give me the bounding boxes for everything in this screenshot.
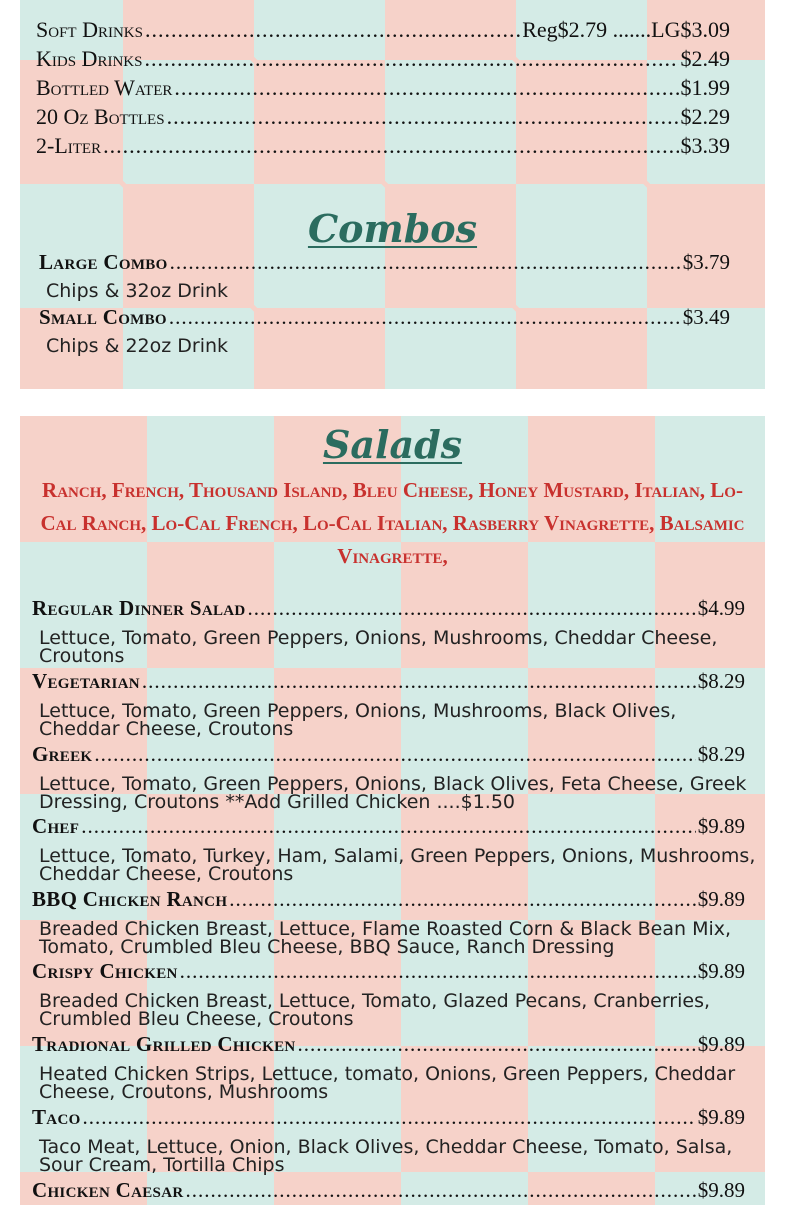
dot-leader [185, 1178, 695, 1203]
item-description: Breaded Chicken Breast, Lettuce, Tomato, Glazed Pecans, Cranberries, Crumbled Bleu Cheese, Croutons [39, 990, 711, 1030]
item-price: $9.89 [697, 1105, 745, 1129]
item-description: Heated Chicken Strips, Lettuce, tomato, Onions, Green Peppers, Cheddar Cheese, Croutons, Mushrooms [39, 1063, 736, 1103]
menu-item-20oz-bottles [20, 104, 765, 130]
item-name: BBQ Chicken Ranch [32, 887, 228, 911]
item-name: Tradional Grilled Chicken [32, 1032, 296, 1056]
menu-item-regular-dinner-salad [20, 596, 765, 621]
item-description: Chips & 32oz Drink [46, 280, 229, 302]
menu-item-bbq-chicken-ranch [20, 887, 765, 912]
dot-leader [94, 742, 695, 767]
item-description: Lettuce, Tomato, Green Peppers, Onions, Mushrooms, Black Olives, Cheddar Cheese, Croutons [39, 700, 677, 740]
item-name: Small Combo [39, 305, 167, 329]
menu-item-soft-drinks [20, 17, 765, 43]
dot-leader [248, 596, 696, 621]
item-price: $2.29 [680, 104, 730, 129]
item-price: $1.99 [680, 75, 730, 100]
item-price: $4.99 [697, 596, 745, 620]
item-name: Chicken Caesar [32, 1178, 184, 1202]
dot-leader [174, 75, 678, 101]
drinks-panel [20, 0, 765, 389]
item-description: Lettuce, Tomato, Turkey, Ham, Salami, Green Peppers, Onions, Mushrooms, Cheddar Cheese, Croutons [39, 845, 756, 885]
item-description: Chips & 22oz Drink [46, 335, 229, 357]
item-price: $2.49 [680, 46, 730, 71]
item-price: $8.29 [697, 742, 745, 766]
item-price: Reg$2.79 .......LG$3.09 [522, 17, 730, 42]
dot-leader [169, 305, 681, 330]
dressing-options: Ranch, French, Thousand Island, Bleu Cheese, Honey Mustard, Italian, Lo-Cal Ranch, Lo-Cal French, Lo-Cal Italian, Rasberry Vinagrette, Balsamic Vinagrette, [40, 478, 745, 568]
item-price: $9.89 [697, 1032, 745, 1056]
dot-leader [83, 1105, 696, 1130]
item-name: Greek [32, 742, 93, 766]
item-price: $9.89 [697, 959, 745, 983]
item-name: Taco [32, 1105, 81, 1129]
item-name: Soft Drinks [36, 17, 143, 42]
item-description: Taco Meat, Lettuce, Onion, Black Olives, Cheddar Cheese, Tomato, Salsa, Sour Cream, Tortilla Chips [39, 1136, 733, 1176]
menu-item-greek [20, 742, 765, 767]
menu-item-crispy-chicken [20, 959, 765, 984]
dot-leader [145, 17, 520, 43]
item-price: $3.79 [682, 250, 730, 274]
menu-item-taco [20, 1105, 765, 1130]
item-name: Chef [32, 814, 80, 838]
menu-item-2-liter [20, 133, 765, 159]
item-name: 2-Liter [36, 133, 102, 158]
dot-leader [229, 887, 695, 912]
menu-item-large-combo [20, 250, 765, 275]
item-name: Crispy Chicken [32, 959, 178, 983]
dot-leader [180, 959, 696, 984]
menu-item-small-combo [20, 305, 765, 330]
menu-item-chicken-caesar [20, 1178, 765, 1203]
item-name: Large Combo [39, 250, 168, 274]
item-description: Lettuce, Tomato, Green Peppers, Onions, Black Olives, Feta Cheese, Greek Dressing, Croutons **Add Grilled Chicken ....$1.50 [39, 773, 747, 813]
item-name: Bottled Water [36, 75, 173, 100]
item-name: Vegetarian [32, 669, 140, 693]
item-name: 20 Oz Bottles [36, 104, 165, 129]
item-description: Lettuce, Tomato, Green Peppers, Onions, Mushrooms, Cheddar Cheese, Croutons [39, 627, 718, 667]
menu-item-vegetarian [20, 669, 765, 694]
item-name: Regular Dinner Salad [32, 596, 246, 620]
salads-panel [20, 416, 765, 1205]
item-price: $9.89 [697, 1178, 745, 1202]
menu-item-kids-drinks [20, 46, 765, 72]
dot-leader [170, 250, 681, 275]
dot-leader [142, 669, 696, 694]
item-price: $3.39 [680, 133, 730, 158]
dot-leader [103, 133, 678, 159]
salads-heading: Salads [322, 422, 463, 467]
dot-leader [167, 104, 679, 130]
item-price: $3.49 [682, 305, 730, 329]
dot-leader [81, 814, 696, 839]
item-description: Breaded Chicken Breast, Lettuce, Flame Roasted Corn & Black Bean Mix, Tomato, Crumbled Bleu Cheese, BBQ Sauce, Ranch Dressing [39, 918, 732, 958]
menu-item-chef [20, 814, 765, 839]
dot-leader [144, 46, 678, 72]
combos-heading: Combos [307, 206, 478, 251]
menu-item-bottled-water [20, 75, 765, 101]
item-price: $8.29 [697, 669, 745, 693]
dot-leader [298, 1032, 696, 1057]
menu-item-tradional-grilled-chicken [20, 1032, 765, 1057]
item-price: $9.89 [697, 887, 745, 911]
item-name: Kids Drinks [36, 46, 143, 71]
item-price: $9.89 [697, 814, 745, 838]
